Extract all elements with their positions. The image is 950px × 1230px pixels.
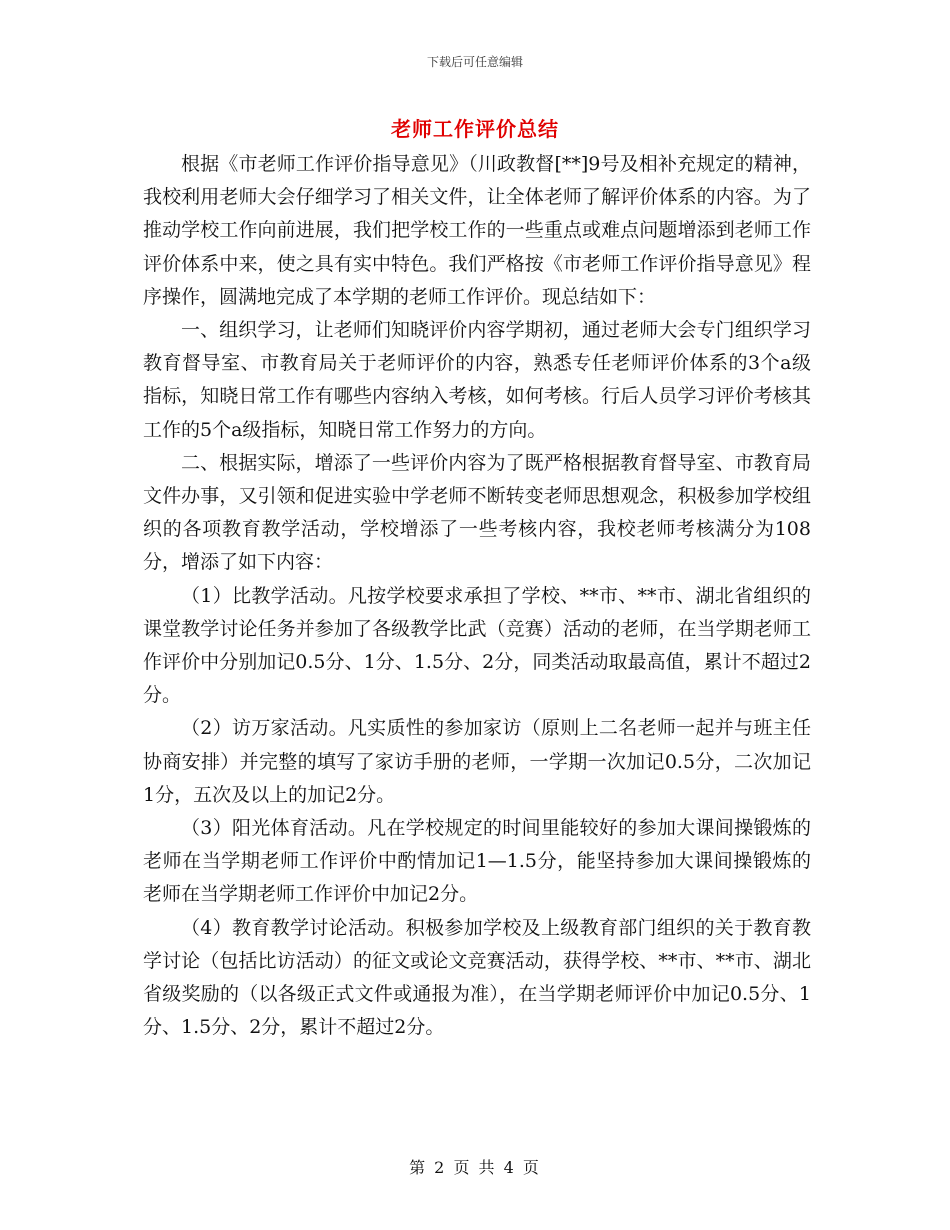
page-number: 第 2 页 共 4 页 bbox=[409, 1158, 541, 1177]
document-body bbox=[143, 148, 811, 1044]
paragraph-item-2: （2）访万家活动。凡实质性的参加家访（原则上二名老师一起并与班主任协商安排）并完整的填写了家访手册的老师，一学期一次加记0.5分，二次加记1分，五次及以上的加记2分。 bbox=[143, 717, 811, 806]
paragraph-section-1: 一、组织学习，让老师们知晓评价内容学期初，通过老师大会专门组织学习教育督导室、市教育局关于老师评价的内容，熟悉专任老师评价体系的3个a级指标，知晓日常工作有哪些内容纳入考核，如何考核。行后人员学习评价考核其工作的5个a级指标，知晓日常工作努力的方向。 bbox=[143, 319, 811, 441]
document-title: 老师工作评价总结 bbox=[391, 117, 559, 141]
header-note: 下载后可任意编辑 bbox=[426, 55, 523, 69]
paragraph-intro: 根据《市老师工作评价指导意见》（川政教督[**]9号及相补充规定的精神，我校利用老师大会仔细学习了相关文件，让全体老师了解评价体系的内容。为了推动学校工作向前进展，我们把学校工作的一些重点或难点问题增添到老师工作评价体系中来，使之具有实中特色。我们严格按《市老师工作评价指导意见》程序操作，圆满地完成了本学期的老师工作评价。现总结如下： bbox=[143, 153, 811, 308]
paragraph-section-2: 二、根据实际，增添了一些评价内容为了既严格根据教育督导室、市教育局文件办事，又引领和促进实验中学老师不断转变老师思想观念，积极参加学校组织的各项教育教学活动，学校增添了一些考核内容，我校老师考核满分为108分，增添了如下内容： bbox=[143, 451, 811, 574]
paragraph-item-4: （4）教育教学讨论活动。积极参加学校及上级教育部门组织的关于教育教学讨论（包括比访活动）的征文或论文竞赛活动，获得学校、**市、**市、湖北省级奖励的（以各级正式文件或通报为准），在当学期老师评价中加记0.5分、1分、1.5分、2分，累计不超过2分。 bbox=[143, 916, 811, 1039]
paragraph-item-3: （3）阳光体育活动。凡在学校规定的时间里能较好的参加大课间操锻炼的老师在当学期老师工作评价中酌情加记1—1.5分，能坚持参加大课间操锻炼的老师在当学期老师工作评价中加记2分。 bbox=[143, 817, 811, 906]
paragraph-item-1: （1）比教学活动。凡按学校要求承担了学校、**市、**市、湖北省组织的课堂教学讨论任务并参加了各级教学比武（竞赛）活动的老师，在当学期老师工作评价中分别加记0.5分、1分、1.5分、2分，同类活动取最高值，累计不超过2分。 bbox=[143, 584, 811, 707]
